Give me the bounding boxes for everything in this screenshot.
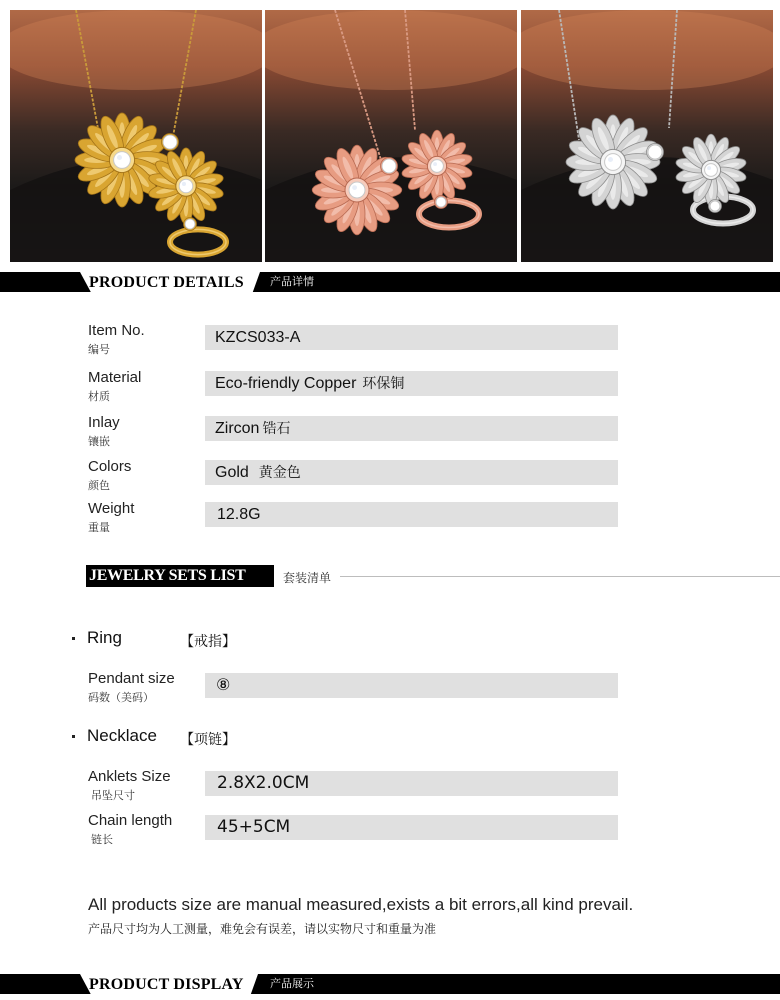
jewelry-sets-title: JEWELRY SETS LIST [86, 565, 274, 587]
spec-value: 2.8X2.0CM [217, 773, 310, 793]
spec-value: Eco-friendly Copper 环保铜 [215, 375, 405, 392]
spec-value-box [205, 815, 618, 840]
spec-label: Pendant size [88, 670, 175, 687]
spec-value-box [205, 673, 618, 698]
bullet-icon [72, 735, 75, 738]
spec-label-cn: 重量 [88, 522, 110, 534]
product-display-header [0, 974, 780, 994]
jewelry-sets-title-cn: 套装清单 [283, 571, 332, 585]
product-display-title-cn: 产品展示 [270, 978, 314, 990]
jewelry-image-gold [10, 10, 262, 262]
spec-value: 12.8G [217, 506, 261, 523]
divider [340, 576, 780, 577]
spec-value: Gold 黄金色 [215, 464, 301, 481]
spec-label-cn: 码数（美码） [88, 692, 154, 704]
spec-label-cn: 编号 [88, 344, 110, 356]
bullet-icon [72, 637, 75, 640]
product-photo-gold[interactable] [10, 10, 262, 262]
spec-value-box [205, 325, 618, 350]
spec-value-box [205, 371, 618, 396]
spec-value: 45+5CM [217, 817, 291, 837]
set-item-name-cn: 【戒指】 [180, 633, 236, 649]
spec-label: Weight [88, 500, 135, 517]
spec-value: ⑧ [216, 677, 231, 694]
product-details-header [0, 272, 780, 292]
spec-label-cn: 材质 [88, 391, 110, 403]
spec-value-box [205, 460, 618, 485]
set-item-name: Necklace [87, 726, 157, 745]
spec-value-box [205, 416, 618, 441]
product-details-title-cn: 产品详情 [270, 276, 314, 288]
spec-label-cn: 吊坠尺寸 [91, 790, 135, 802]
spec-label: Item No. [88, 322, 145, 339]
set-item-name: Ring [87, 628, 122, 647]
product-photo-strip [0, 0, 780, 268]
spec-value-box [205, 771, 618, 796]
spec-value: KZCS033-A [215, 329, 301, 346]
spec-value: Zircon 锆石 [215, 420, 291, 437]
product-photo-rose-gold[interactable] [265, 10, 517, 262]
spec-label-cn: 颜色 [88, 480, 110, 492]
spec-value-box [205, 502, 618, 527]
spec-label-cn: 镶嵌 [88, 436, 110, 448]
measurement-note-cn: 产品尺寸均为人工测量，难免会有误差，请以实物尺寸和重量为准 [88, 922, 437, 936]
spec-label: Material [88, 369, 142, 386]
product-details-title: PRODUCT DETAILS [89, 274, 244, 291]
set-item-name-cn: 【项链】 [180, 731, 236, 747]
product-photo-silver[interactable] [521, 10, 773, 262]
jewelry-sets-header [86, 565, 780, 589]
product-display-title: PRODUCT DISPLAY [89, 976, 244, 993]
spec-label: Chain length [88, 812, 173, 829]
spec-label: Inlay [88, 414, 120, 431]
spec-label-cn: 链长 [91, 834, 113, 846]
spec-label: Anklets Size [88, 768, 171, 785]
jewelry-image-silver [521, 10, 773, 262]
spec-label: Colors [88, 458, 132, 475]
measurement-note: All products size are manual measured,exists a bit errors,all kind prevail. [88, 895, 634, 914]
jewelry-image-rose-gold [265, 10, 517, 262]
